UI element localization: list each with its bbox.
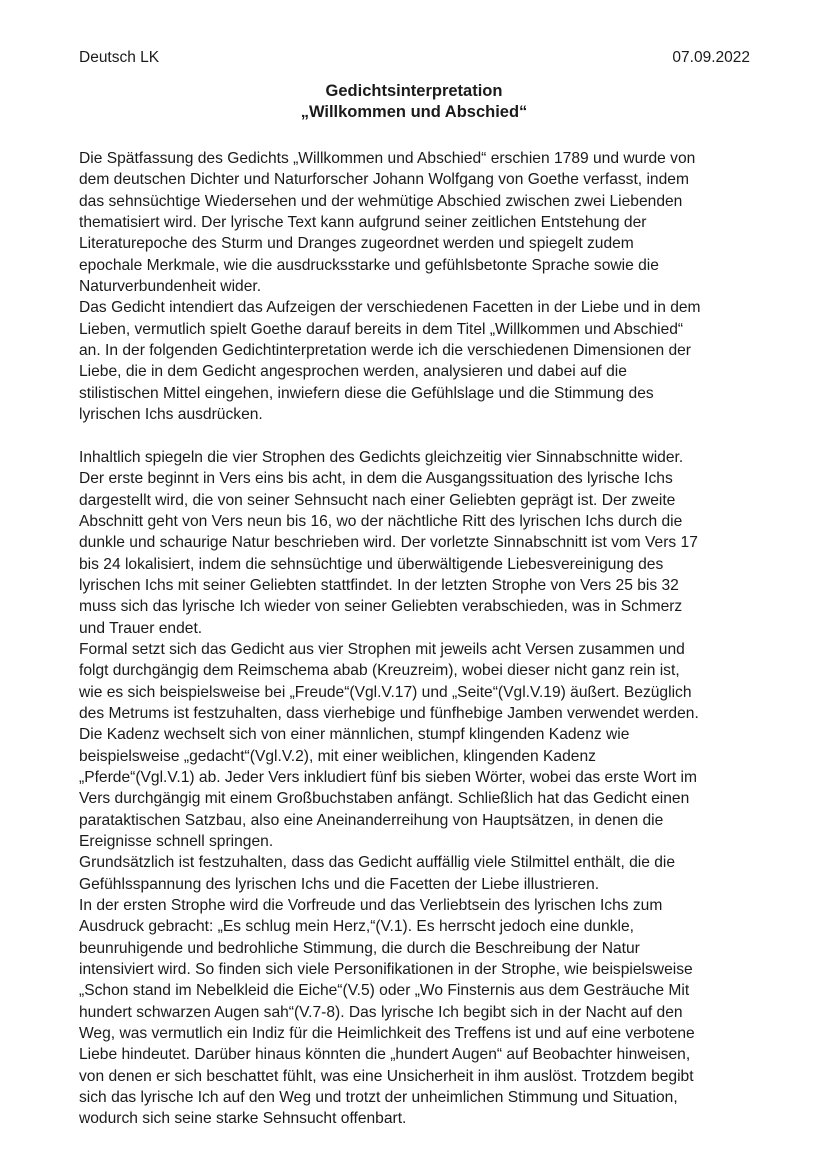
- document-body: [79, 148, 759, 1130]
- text-line: wie es sich beispielsweise bei „Freude“(Vgl.V.17) und „Seite“(Vgl.V.19) äußert. Bezüglich: [79, 683, 692, 701]
- text-line: Liebe, die in dem Gedicht angesprochen werden, analysieren und dabei auf die: [79, 363, 627, 381]
- text-line: das sehnsüchtige Wiedersehen und der wehmütige Abschied zwischen zwei Liebenden: [79, 192, 683, 210]
- text-line: intensiviert wird. So finden sich viele Personifikationen in der Strophe, wie beispielsweise: [79, 961, 693, 979]
- paragraph: [79, 639, 759, 852]
- text-line: parataktischen Satzbau, also eine Aneinanderreihung von Hauptsätzen, in denen die: [79, 811, 664, 829]
- paragraph: [79, 852, 759, 895]
- paragraph: [79, 297, 759, 425]
- text-line: „Pferde“(Vgl.V.1) ab. Jeder Vers inkludiert fünf bis sieben Wörter, wobei das erste Wort im: [79, 768, 697, 786]
- text-line: dem deutschen Dichter und Naturforscher Johann Wolfgang von Goethe verfasst, indem: [79, 171, 689, 189]
- text-line: Inhaltlich spiegeln die vier Strophen des Gedichts gleichzeitig vier Sinnabschnitte wider.: [79, 448, 684, 466]
- text-line: Lieben, vermutlich spielt Goethe darauf bereits in dem Titel „Willkommen und Abschied“: [79, 320, 684, 338]
- text-line: an. In der folgenden Gedichtinterpretation werde ich die verschiedenen Dimensionen der: [79, 342, 692, 360]
- text-line: beunruhigende und bedrohliche Stimmung, die durch die Beschreibung der Natur: [79, 939, 640, 957]
- text-line: lyrischen Ichs mit seiner Geliebten stattfindet. In der letzten Strophe von Vers 25 bis 32: [79, 576, 679, 594]
- text-line: In der ersten Strophe wird die Vorfreude und das Verliebtsein des lyrischen Ichs zum: [79, 897, 663, 915]
- text-line: stilistischen Mittel eingehen, inwiefern diese die Gefühlslage und die Stimmung des: [79, 384, 654, 402]
- text-line: Ereignisse schnell springen.: [79, 833, 274, 850]
- text-line: wodurch sich seine starke Sehnsucht offenbart.: [79, 1110, 407, 1128]
- text-line: epochale Merkmale, wie die ausdrucksstarke und gefühlsbetonte Sprache sowie die: [79, 256, 659, 274]
- text-line: Weg, was vermutlich ein Indiz für die Heimlichkeit des Treffens ist und auf eine verbotene: [79, 1025, 695, 1043]
- paragraph: [79, 895, 759, 1130]
- text-line: von denen er sich beschattet fühlt, was eine Unsicherheit in ihm auslöst. Trotzdem begibt: [79, 1067, 694, 1085]
- text-line: Abschnitt geht von Vers neun bis 16, wo der nächtliche Ritt des lyrischen Ichs durch die: [79, 512, 683, 530]
- text-line: Vers durchgängig mit einem Großbuchstaben anfängt. Schließlich hat das Gedicht einen: [79, 790, 690, 808]
- text-line: sich das lyrische Ich auf den Weg und trotzt der unheimlichen Stimmung und Situation,: [79, 1089, 678, 1107]
- text-line: muss sich das lyrische Ich wieder von seiner Geliebten verabschieden, was in Schmerz: [79, 598, 683, 616]
- text-line: Ausdruck gebracht: „Es schlug mein Herz,“(V.1). Es herrscht jedoch eine dunkle,: [79, 918, 634, 936]
- text-line: Die Kadenz wechselt sich von einer männlichen, stumpf klingenden Kadenz wie: [79, 726, 630, 744]
- text-line: Grundsätzlich ist festzuhalten, dass das Gedicht auffällig viele Stilmittel enthält, die die: [79, 854, 676, 872]
- text-line: Naturverbundenheit wider.: [79, 278, 262, 296]
- text-line: bis 24 lokalisiert, indem die sehnsüchtige und überwältigende Liebesvereinigung des: [79, 555, 664, 573]
- text-line: Das Gedicht intendiert das Aufzeigen der verschiedenen Facetten in der Liebe und in dem: [79, 299, 701, 317]
- text-line: thematisiert wird. Der lyrische Text kann aufgrund seiner zeitlichen Entstehung der: [79, 214, 647, 232]
- text-line: dunkle und schaurige Natur beschrieben wird. Der vorletzte Sinnabschnitt ist vom Vers 17: [79, 534, 698, 552]
- course-label: Deutsch LK: [79, 49, 160, 66]
- text-line: Formal setzt sich das Gedicht aus vier Strophen mit jeweils acht Versen zusammen und: [79, 640, 685, 658]
- text-line: Der erste beginnt in Vers eins bis acht, in dem die Ausgangssituation des lyrische Ichs: [79, 470, 673, 488]
- text-line: folgt durchgängig dem Reimschema abab (Kreuzreim), wobei dieser nicht ganz rein ist,: [79, 662, 680, 680]
- document-title: Gedichtsinterpretation: [325, 82, 503, 100]
- text-line: hundert schwarzen Augen sah“(V.7-8). Das lyrische Ich begibt sich in der Nacht auf den: [79, 1003, 683, 1021]
- text-line: Gefühlsspannung des lyrischen Ichs und die Facetten der Liebe illustrieren.: [79, 875, 600, 893]
- text-line: des Metrums ist festzuhalten, dass vierhebige und fünfhebige Jamben verwendet werden.: [79, 704, 699, 722]
- text-line: dargestellt wird, die von seiner Sehnsucht nach einer Geliebten geprägt ist. Der zweite: [79, 491, 676, 509]
- date-label: 07.09.2022: [672, 49, 750, 66]
- text-line: „Schon stand im Nebelkleid die Eiche“(V.5) oder „Wo Finsternis aus dem Gesträuche Mit: [79, 982, 690, 1000]
- poem-title: „Willkommen und Abschied“: [300, 103, 528, 121]
- text-line: Die Spätfassung des Gedichts „Willkommen und Abschied“ erschien 1789 und wurde von: [79, 150, 696, 167]
- text-line: Liebe hindeutet. Darüber hinaus könnten die „hundert Augen“ auf Beobachter hinweisen,: [79, 1046, 691, 1064]
- text-line: Literaturepoche des Sturm und Dranges zugeordnet werden und spiegelt zudem: [79, 235, 634, 253]
- text-line: und Trauer endet.: [79, 619, 203, 637]
- paragraph-gap: [79, 425, 759, 446]
- text-line: lyrischen Ichs ausdrücken.: [79, 406, 263, 424]
- text-line: beispielsweise „gedacht“(Vgl.V.2), mit einer weiblichen, klingenden Kadenz: [79, 747, 596, 765]
- paragraph: [79, 148, 759, 297]
- paragraph: [79, 447, 759, 639]
